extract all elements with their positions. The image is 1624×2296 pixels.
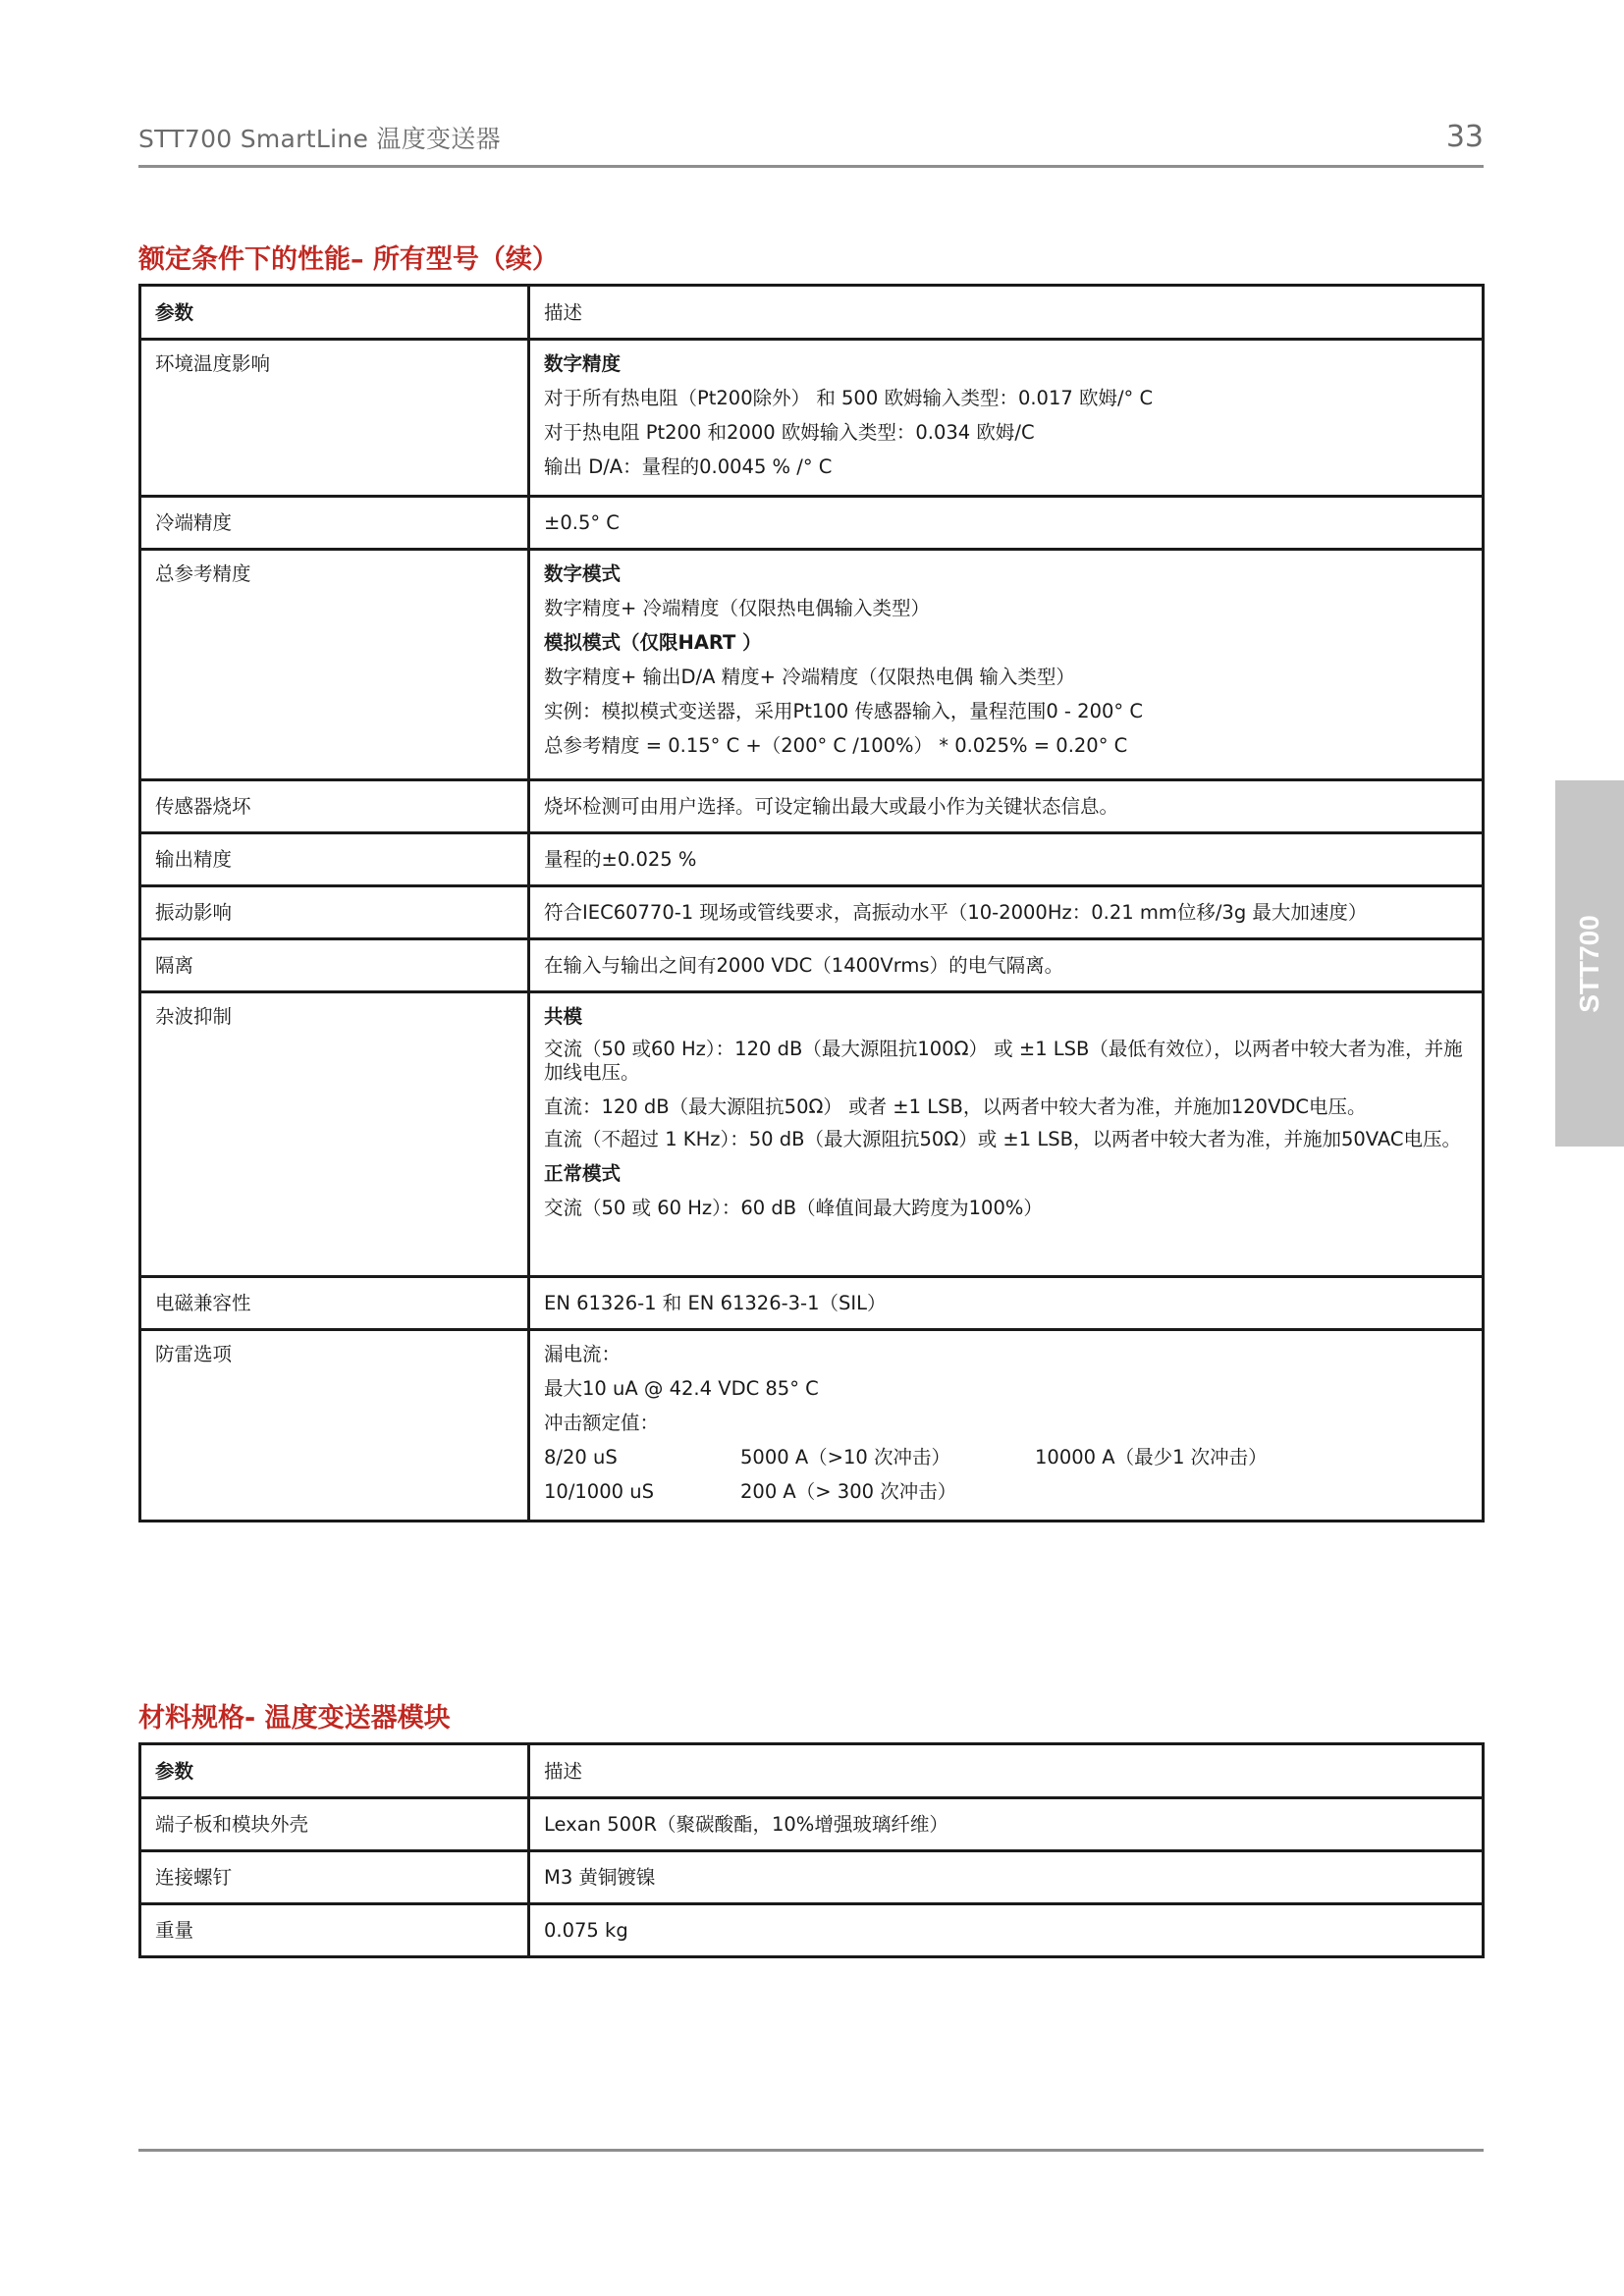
- param-cell: 隔离: [140, 939, 529, 992]
- table-row: [140, 1330, 1484, 1522]
- table-row: [140, 550, 1484, 780]
- param-cell: 端子板和模块外壳: [140, 1798, 529, 1851]
- desc-cell: 漏电流： 最大10 uA @ 42.4 VDC 85° C 冲击额定值： 8/20 uS 5000 A（>10 次冲击） 10000 A（最少1 次冲击） 10/1000 uS 200 A（> 300 次冲击）: [529, 1330, 1484, 1522]
- side-tab: [1555, 780, 1624, 1147]
- desc-cell: 在输入与输出之间有2000 VDC（1400Vrms）的电气隔离。: [529, 939, 1484, 992]
- desc-cell: 数字模式 数字精度+ 冷端精度（仅限热电偶输入类型） 模拟模式（仅限HART ） 数字精度+ 输出D/A 精度+ 冷端精度（仅限热电偶 输入类型） 实例：模拟模式变送器，采用Pt100 传感器输入，量程范围0 - 200° C 总参考精度 = 0.15° C +（200° C /100%） * 0.025% = 0.20° C: [529, 550, 1484, 780]
- column-header-desc: 描述: [529, 1744, 1484, 1798]
- surge-row: 8/20 uS 5000 A（>10 次冲击） 10000 A（最少1 次冲击）: [544, 1446, 1268, 1468]
- param-cell: 输出精度: [140, 833, 529, 886]
- performance-table: [138, 284, 1485, 1522]
- table-row: [140, 1904, 1484, 1957]
- param-cell: 重量: [140, 1904, 529, 1957]
- table-row: [140, 833, 1484, 886]
- desc-cell: 量程的±0.025 %: [529, 833, 1484, 886]
- table-row: [140, 1277, 1484, 1330]
- table-row: [140, 992, 1484, 1277]
- param-cell: 杂波抑制: [140, 992, 529, 1277]
- footer-rule: [138, 2149, 1484, 2152]
- desc-cell: 数字精度 对于所有热电阻（Pt200除外） 和 500 欧姆输入类型：0.017 欧姆/° C 对于热电阻 Pt200 和2000 欧姆输入类型：0.034 欧姆/C 输出 D/A：量程的0.0045 % /° C: [529, 340, 1484, 497]
- desc-cell: 烧坏检测可由用户选择。可设定输出最大或最小作为关键状态信息。: [529, 780, 1484, 833]
- param-cell: 传感器烧坏: [140, 780, 529, 833]
- page-header: [138, 120, 1484, 159]
- desc-cell: 0.075 kg: [529, 1904, 1484, 1957]
- column-header-param: 参数: [155, 1760, 194, 1783]
- table-row: [140, 886, 1484, 939]
- table-row: [140, 340, 1484, 497]
- table-row: [140, 1851, 1484, 1904]
- param-cell: 连接螺钉: [140, 1851, 529, 1904]
- surge-row: 10/1000 uS 200 A（> 300 次冲击）: [544, 1480, 957, 1503]
- side-tab-label: STT700: [1574, 914, 1604, 1013]
- param-cell: 振动影响: [140, 886, 529, 939]
- section-title-performance: 额定条件下的性能– 所有型号（续）: [138, 244, 559, 275]
- param-cell: 防雷选项: [140, 1330, 529, 1522]
- table-row: [140, 1798, 1484, 1851]
- desc-cell: Lexan 500R（聚碳酸酯，10%增强玻璃纤维）: [529, 1798, 1484, 1851]
- table-row: [140, 497, 1484, 550]
- param-cell: 电磁兼容性: [140, 1277, 529, 1330]
- table-row: [140, 939, 1484, 992]
- desc-cell: 符合IEC60770-1 现场或管线要求，高振动水平（10-2000Hz：0.21 mm位移/3g 最大加速度）: [529, 886, 1484, 939]
- desc-cell: ±0.5° C: [529, 497, 1484, 550]
- table-row: [140, 780, 1484, 833]
- section-title-materials: 材料规格- 温度变送器模块: [138, 1703, 451, 1734]
- column-header-param: 参数: [155, 301, 194, 324]
- materials-table: [138, 1742, 1485, 1958]
- page-number: 33: [1445, 120, 1484, 154]
- param-cell: 环境温度影响: [140, 340, 529, 497]
- desc-cell: EN 61326-1 和 EN 61326-3-1（SIL）: [529, 1277, 1484, 1330]
- desc-cell: 共模 交流（50 或60 Hz）：120 dB（最大源阻抗100Ω） 或 ±1 LSB（最低有效位），以两者中较大者为准，并施加线电压。 直流：120 dB（最大源阻抗50Ω） 或者 ±1 LSB，以两者中较大者为准，并施加120VDC电压。 直流（不超过 1 KHz）：50 dB（最大源阻抗50Ω）或 ±1 LSB，以两者中较大者为准，并施加50VAC电压。 正常模式 交流（50 或 60 Hz）：60 dB（峰值间最大跨度为100%）: [529, 992, 1484, 1277]
- param-cell: 总参考精度: [140, 550, 529, 780]
- table-header-row: [140, 1744, 1484, 1798]
- header-rule: [138, 165, 1484, 168]
- param-cell: 冷端精度: [140, 497, 529, 550]
- document-title: STT700 SmartLine 温度变送器: [138, 125, 501, 153]
- table-header-row: [140, 286, 1484, 340]
- column-header-desc: 描述: [529, 286, 1484, 340]
- desc-cell: M3 黄铜镀镍: [529, 1851, 1484, 1904]
